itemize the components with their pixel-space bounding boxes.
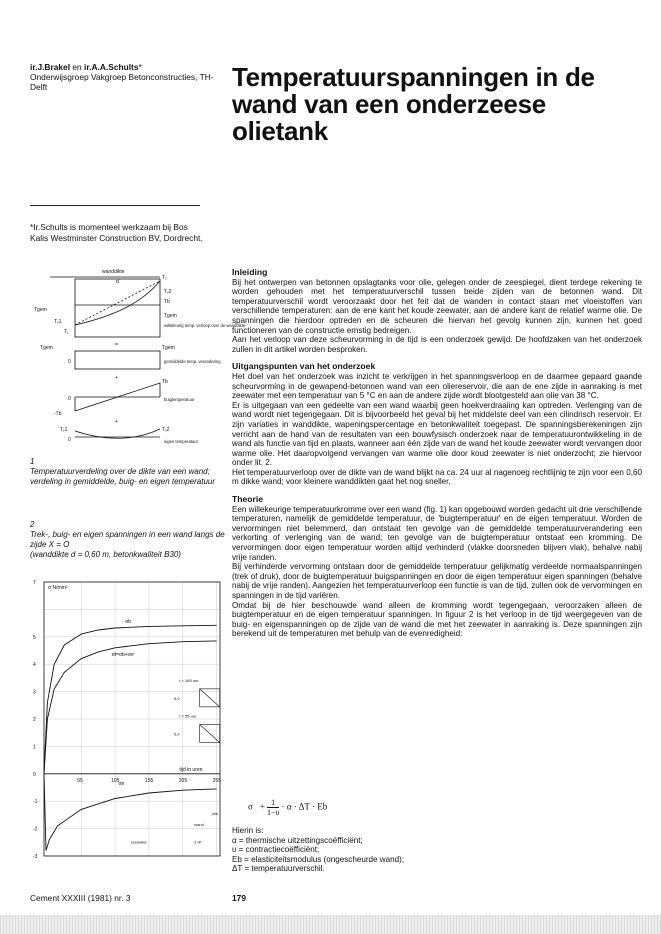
chart-y-tick: 1 — [33, 744, 36, 751]
caption-1 — [30, 457, 220, 487]
chart-series-line — [44, 625, 217, 774]
fig1-zero-1: 0 — [68, 359, 71, 365]
fig1-plus-2: + — [115, 419, 118, 425]
chart-annotation: 5,9 — [173, 731, 180, 737]
author-names-1: ir.J.Brakel — [30, 62, 71, 72]
figure-1-diagram — [30, 265, 246, 450]
formula-rhs: · α · ΔT · Eb — [281, 801, 328, 812]
symbol-item: ΔT = temperatuurverschil. — [232, 864, 325, 874]
author-asterisk: * — [138, 62, 142, 72]
fig1-label-tv1-2: Tᵥ1 — [60, 427, 68, 433]
chart-annotation: t = 55 uur — [179, 713, 197, 719]
chart-series-label: σb — [125, 619, 132, 626]
chart-x-tick: 155 — [144, 777, 154, 784]
fig1-panel-2 — [75, 351, 160, 369]
chart-x-tick: 105 — [111, 777, 120, 784]
symbol-item: Eb = elasticiteitsmodulus (ongescheurde wand); — [232, 854, 405, 864]
author-names-and: en — [72, 62, 82, 72]
chart-annotation: 1-Ψ — [194, 839, 202, 845]
symbol-intro: Hierin is: — [232, 826, 264, 835]
fig1-label-tb-2: Tb — [162, 379, 168, 385]
figure-2-chart — [30, 574, 225, 864]
paragraph: Bij het ontwerpen van betonnen opslagtanks voor olie, gelegen onder de zeespiegel, dient terdege rekening te worden gehouden met het temperatuurverschil tussen beide zijden van de betonnen wand. Dit temperatuurverschil wordt veroorzaakt door het feit dat de wanden in contact staan met vloeistoffen van verschillende temperaturen: aan de ene kant het koude zeewater, aan de andere kant de relatief warme olie. De spanningen die hierdoor optreden en de scheuren die hiervan het gevolg kunnen zijn, kunnen het goed functioneren van de constructie ernstig bedreigen. — [232, 277, 642, 335]
chart-y-tick: -3 — [33, 854, 38, 860]
paragraph: Een willekeurige temperatuurkromme over een wand (fig. 1) kan opgebouwd worden gedacht uit drie verschillende temperaturen, namelijk de gemiddelde temperatuur, de 'buigtemperatuur' en de eigen temperatuur. Worden de vervormingen niet belemmerd, dan ontstaat ten gevolge van de gemiddelde temperatuurverandering een verkorting of verlenging van de wand; ten gevolge van de buigtemperatuur ontstaat een kromming. De vervormingen door eigen temperatuur worden altijd verhinderd (vlakke doorsneden blijven vlak), behalve nabij vrije randen. — [232, 504, 642, 562]
fig1-legend-gemiddeld: gemiddelde temp. verandering — [164, 359, 221, 364]
caption-2 — [30, 520, 225, 560]
fig1-label-t2: T₂ — [162, 275, 167, 281]
fig1-d-label: d — [116, 279, 119, 285]
chart-annotation: 5,0 — [173, 695, 180, 701]
formula-den: 1−υ — [266, 808, 280, 817]
caption-1-number: 1 — [30, 457, 35, 466]
scan-band — [0, 915, 661, 934]
section — [232, 495, 642, 639]
chart-x-tick: 255 — [212, 777, 221, 784]
symbol-list — [232, 826, 532, 874]
chart-y-tick: -2 — [33, 826, 38, 833]
formula — [248, 798, 327, 817]
caption-2-text: Trek-, buig- en eigen spanningen in een wand langs de zijde X = O — [30, 530, 225, 549]
fig1-legend-buig: buigtemperatuur — [164, 397, 195, 402]
section-heading: Inleiding — [232, 267, 268, 277]
formula-lhs: σ — [248, 801, 253, 812]
chart-annotation: wand — [194, 821, 204, 827]
paragraph: Omdat bij de hier beschouwde wand alleen de kromming wordt tegengegaan, veroorzaken alleen de buigtemperatuur en de eigen temperatuur spanningen. In figuur 2 is het verloop in de tijd weergegeven van de buig- en eigenspanningen op de zijde van de wand die met het zeewater in aanraking is. Deze spanningen zijn berekend uit de temperaturen met behulp van de evenredigheid: — [232, 600, 642, 639]
paragraph: Aan het verloop van deze scheurvorming in de tijd is een onderzoek gewijd. De hoofdzaken van het onderzoek zullen in dit artikel worden besproken. — [232, 335, 642, 354]
symbol-item: α = thermische uitzettingscoëfficiënt; — [232, 835, 363, 845]
page-number: 179 — [232, 893, 246, 903]
chart-annotation: zeewater — [130, 839, 147, 845]
fig1-plus-1: + — [115, 375, 118, 381]
chart-y-tick: 2 — [33, 717, 36, 723]
article-body — [232, 268, 642, 647]
chart-y-tick: 0 — [33, 771, 36, 778]
fig1-label-tgem: Tgem — [164, 313, 177, 319]
fig1-label-tv2-2: Tᵥ2 — [162, 427, 170, 433]
article-title: Temperatuurspanningen in de wand van een onderzeese olietank — [232, 62, 595, 146]
author-names-2: ir.A.A.Schults — [84, 62, 139, 72]
fig1-label-tgem-2: Tgem — [40, 345, 53, 351]
author-block — [30, 62, 220, 92]
chart-xlabel: tijd in uren — [179, 766, 203, 773]
fig1-top-label: wanddikte — [102, 269, 125, 275]
journal-footer: Cement XXXIII (1981) nr. 3 — [30, 893, 131, 903]
chart-annotation: t = 165 uur — [179, 678, 199, 684]
paragraph: Het temperatuurverloop over de dikte van de wand blijkt na ca. 24 uur al nagenoeg rechtlijnig te zijn voor een 0,60 m dikke wand; voor kleinere wanddikten gaat het nog sneller. — [232, 467, 642, 487]
section-heading: Uitgangspunten van het onderzoek — [232, 361, 376, 372]
section-heading: Theorie — [232, 494, 264, 505]
caption-2-number: 2 — [30, 520, 35, 529]
chart-y-tick: 7 — [33, 580, 36, 586]
chart-y-tick: 3 — [33, 689, 36, 696]
footnote: *Ir.Schults is momenteel werkzaam bij Bos Kalis Westminster Construction BV, Dordrecht. — [30, 222, 203, 243]
chart-annotation: olie — [211, 810, 219, 816]
fig1-legend-eigen: eigen temperatuur — [164, 439, 198, 444]
section — [232, 362, 642, 487]
formula-plus: + — [259, 801, 265, 812]
fig1-label-tv2: Tᵥ2 — [164, 289, 172, 295]
fig1-zero-3: 0 — [68, 437, 71, 443]
author-affiliation: Onderwijsgroep Vakgroep Betonconstructies, TH-Delft — [30, 72, 214, 92]
fig1-label-tb-neg: -Tb — [54, 411, 62, 417]
caption-1-text: Temperatuurverdeling over de dikte van een wand; verdeling in gemiddelde, buig- en eigen temperatuur — [30, 467, 216, 486]
fig1-legend-willekeurig: willekeurig temp. verloop over de wanddikte — [164, 323, 246, 328]
fig1-eq: = — [115, 342, 118, 348]
divider — [30, 205, 200, 206]
fig1-label-tb: Tb — [164, 299, 170, 305]
caption-2-text2: (wanddikte d = 0,60 m, betonkwaliteit B30) — [30, 550, 181, 559]
chart-y-tick: 5 — [33, 634, 36, 641]
fig1-label-t1: T₁ — [64, 329, 69, 335]
chart-ylabel: σ N/mm² — [48, 585, 68, 591]
fig1-zero-2: 0 — [68, 396, 71, 402]
chart-y-tick: 4 — [33, 662, 36, 669]
paragraph: Bij verhinderde vervorming ontstaan door de gemiddelde temperatuur gelijkmatig verdeelde normaalspanningen (trek of druk), door de buigtemperatuur buigspanningen en door de eigen temperatuur eigen spanningen (behalve nabij de vrije randen). Aangezien het temperatuurverloop een functie is van de tijd, zullen ook de vervormingen en spanningen in de tijd variëren. — [232, 562, 642, 600]
chart-y-tick: -1 — [33, 799, 38, 806]
fig1-linear — [75, 281, 160, 325]
paragraph: Het doel van het onderzoek was inzicht te verkrijgen in het spanningsverloop en de daarmee gepaard gaande scheurvorming in de gewapend-betonnen wand van een oliereservoir, die aan de ene zijde in aanraking is met zeewater met een temperatuur van 5 °C en aan de andere zijde wordt blootgesteld aan olie van 38 °C. — [232, 371, 642, 401]
chart-x-tick: 55 — [77, 777, 83, 784]
chart-x-tick: 205 — [178, 777, 188, 784]
chart-series-label: σt=σb+σe — [111, 651, 134, 658]
chart-series-line — [44, 641, 217, 774]
fig1-label-tgem-left: Tgem — [34, 307, 47, 313]
fig1-label-tv1: Tᵥ1 — [54, 319, 62, 325]
fig1-label-tgem-3: Tgem — [162, 345, 175, 351]
chart-series-label: σe — [118, 780, 125, 787]
formula-fraction — [267, 798, 279, 817]
symbol-item: υ = contractiecoëfficiënt; — [232, 845, 320, 855]
section — [232, 268, 642, 354]
paragraph: Er is uitgegaan van een gedeelte van een wand waarbij geen hoekverdraaiing kan optreden. Verlenging van de wand wordt niet tegengegaan. Dit is bijvoorbeeld het geval bij het middelste deel van een cilindrisch reservoir. Er zijn variaties in wanddikte, wapeningspercentage en betonkwaliteit toegepast. De spanningsberekeningen zijn verricht aan de hand van de resultaten van een bouwfysisch onderzoek naar de temperatuurontwikkeling in de wand als functie van tijd en plaats, wanneer aan één zijde van de wand het koude zeewater wordt vervangen door warme olie. Het daaropvolgend vervangen van warme olie door koud zeewater is niet onderzocht; zie hiervoor onder lit. 2. — [232, 400, 642, 468]
formula-num: 1 — [271, 798, 276, 807]
